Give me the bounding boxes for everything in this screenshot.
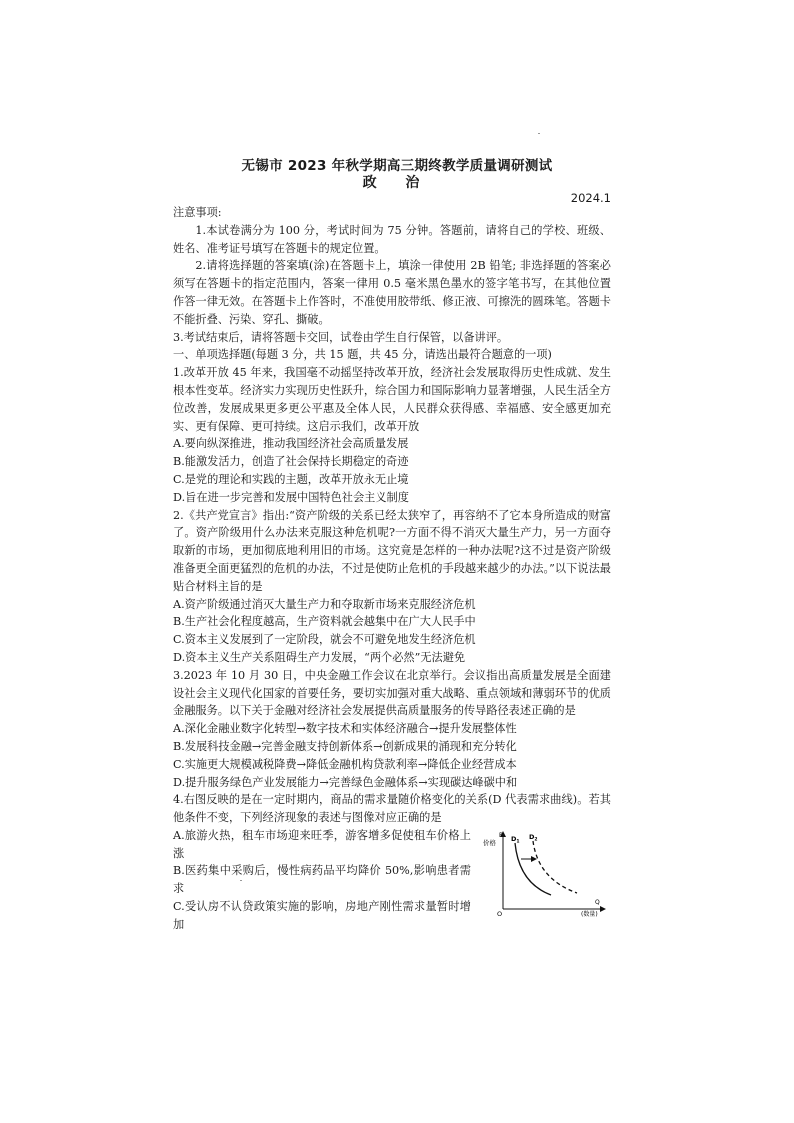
demand-curve-graph	[481, 829, 611, 917]
question-1-option-a: A.要向纵深推进，推动我国经济社会高质量发展	[173, 437, 409, 451]
axis-q-label: Q	[595, 898, 600, 906]
question-3-stem: 3.2023 年 10 月 30 日，中央金融工作会议在北京举行。会议指出高质量发展是全面建设社会主义现代化国家的首要任务，要切实加强对重大战略、重点领域和薄弱环节的优质金融服务。以下关于金融对经济社会发展提供高质量服务的传导路径表述正确的是	[173, 668, 611, 718]
notice-item-3: 3.考试结束后，请将答题卡交回，试卷由学生自行保管，以备讲评。	[173, 330, 509, 344]
notice-item-1: 1.本试卷满分为 100 分，考试时间为 75 分钟。答题前，请将自己的学校、班级、姓名、准考证号填写在答题卡的规定位置。	[173, 223, 611, 255]
question-1-option-d: D.旨在进一步完善和发展中国特色社会主义制度	[173, 490, 409, 504]
question-4-stem: 4.右图反映的是在一定时期内，商品的需求量随价格变化的关系(D 代表需求曲线)。若其他条件不变，下列经济现象的表述与图像对应正确的是	[173, 793, 611, 825]
notice-heading: 注意事项:	[173, 206, 222, 219]
question-1-stem: 1.改革开放 45 年来，我国毫不动摇坚持改革开放，经济社会发展取得历史性成就、发生根本性变革。经济实力实现历史性跃升，综合国力和国际影响力显著增强，人民生活全方位改善，发展成果更多更公平惠及全体人民，人民群众获得感、幸福感、安全感更加充实、更有保障、更可持续。这启示我们，改革开放	[173, 366, 611, 433]
question-4-option-a: A.旅游火热，租车市场迎来旺季，游客增多促使租车价格上涨	[173, 828, 471, 860]
question-4-option-c: C.受认房不认贷政策实施的影响，房地产刚性需求量暂时增加	[173, 900, 471, 931]
scan-speck	[538, 133, 540, 134]
question-3-option-d: D.提升服务绿色产业发展能力→完善绿色金融体系→实现碳达峰碳中和	[173, 775, 518, 789]
question-4-body	[173, 827, 611, 934]
exam-title: 无锡市 2023 年秋学期高三期终教学质量调研测试	[241, 158, 553, 174]
exam-date: 2024.1	[570, 191, 611, 205]
section-heading: 一、单项选择题(每题 3 分，共 15 题，共 45 分，请选出最符合题意的一项)	[173, 348, 552, 362]
axis-x-unit: (数量)	[581, 910, 598, 917]
question-3-option-b: B.发展科技金融→完善金融支持创新体系→创新成果的涌现和充分转化	[173, 739, 517, 753]
question-2-stem: 2.《共产党宣言》指出:“资产阶级的关系已经太狭窄了，再容纳不了它本身所造成的财富了。资产阶级用什么办法来克服这种危机呢?一方面不得不消灭大量生产力，另一方面夺取新的市场，更加彻底地利用旧的市场。这究竟是怎样的一种办法呢?这不过是资产阶级准备更全面更猛烈的危机的办法，不过是使防止危机的手段越来越少的办法。”以下说法最贴合材料主旨的是	[173, 508, 611, 593]
d1-label: $D_1$	[511, 834, 520, 845]
d2-label: $D_2$	[529, 832, 538, 843]
demand-curve-d2	[533, 841, 577, 893]
scan-speck	[240, 880, 242, 881]
question-1-option-b: B.能激发活力，创造了社会保持长期稳定的奇迹	[173, 455, 409, 469]
question-2-option-d: D.资本主义生产关系阻碍生产力发展，“两个必然”无法避免	[173, 650, 466, 664]
exam-content	[173, 204, 611, 934]
question-2-option-b: B.生产社会化程度越高，生产资料就会越集中在广大人民手中	[173, 615, 476, 629]
axis-y-label: 价格	[483, 838, 496, 847]
question-2-option-a: A.资产阶级通过消灭大量生产力和夺取新市场来克服经济危机	[173, 597, 476, 611]
question-3-option-c: C.实施更大规模减税降费→降低金融机构贷款利率→降低企业经营成本	[173, 757, 517, 771]
notice-item-2: 2.请将选择题的答案填(涂)在答题卡上，填涂一律使用 2B 铅笔; 非选择题的答案必须写在答题卡的指定范围内，答案一律用 0.5 毫米黑色墨水的签字笔书写，在其他位置作答一律无效。在答题卡上作答时，不准使用胶带纸、修正液、可擦洗的圆珠笔。答题卡不能折叠、污染、穿孔、撕破。	[173, 259, 611, 326]
exam-subject: 政 治	[362, 175, 432, 191]
question-2-option-c: C.资本主义发展到了一定阶段，就会不可避免地发生经济危机	[173, 633, 476, 647]
question-1-option-c: C.是党的理论和实践的主题，改革开放永无止境	[173, 472, 409, 486]
question-4-option-b: B.医药集中采购后，慢性病药品平均降价 50%,影响患者需求	[173, 864, 471, 896]
origin-label: O	[497, 909, 503, 917]
question-3-option-a: A.深化金融业数字化转型→数字技术和实体经济融合→提升发展整体性	[173, 722, 517, 736]
axis-p-label: P	[499, 831, 503, 839]
demand-curve-d1	[515, 843, 551, 895]
